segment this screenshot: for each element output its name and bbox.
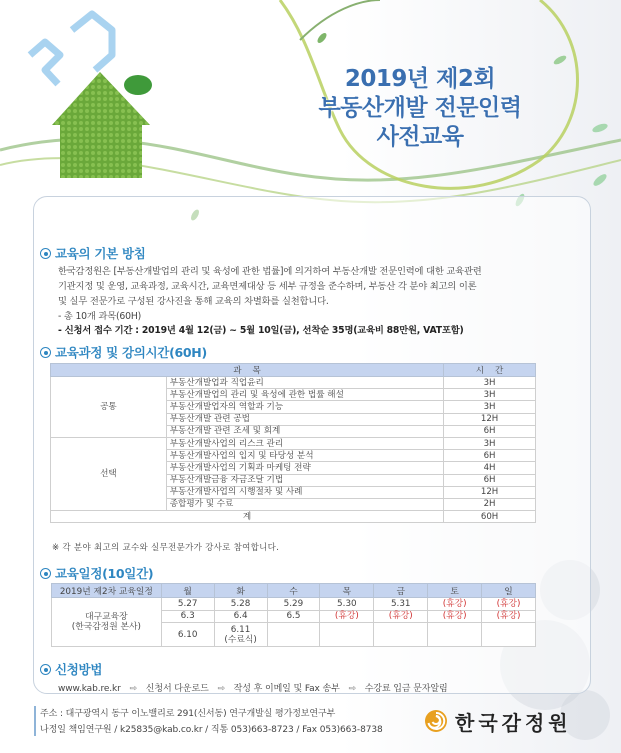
subject-cell: 종합평가 및 수료 xyxy=(166,498,443,510)
date-cell-completion xyxy=(214,623,267,647)
section-title-course xyxy=(40,343,207,361)
subject-cell: 부동산개발사업의 시행절차 및 사례 xyxy=(166,486,443,498)
schedule-row xyxy=(52,598,536,611)
group-label-elective: 선택 xyxy=(51,437,167,510)
day-header-sat: 토 xyxy=(428,584,482,598)
date-cell: 6.10 xyxy=(161,623,214,647)
basic-line-3: 및 실무 전문가로 구성된 강사진을 통해 교육의 차별화를 실천합니다. xyxy=(58,296,329,307)
course-table-header xyxy=(51,364,536,377)
subject-cell: 부동산개발업과 직업윤리 xyxy=(166,377,443,389)
empty-cell xyxy=(374,623,428,647)
title-line-1: 2019년 제2회 xyxy=(344,66,496,92)
target-bullet-icon xyxy=(40,664,51,675)
empty-cell xyxy=(267,623,320,647)
schedule-header-row xyxy=(52,584,536,598)
break-cell: (휴강) xyxy=(428,610,482,623)
website-link[interactable]: www.kab.re.kr xyxy=(58,684,121,694)
total-label: 계 xyxy=(51,511,444,523)
empty-cell xyxy=(320,623,374,647)
subject-cell: 부동산개발업자의 역할과 기능 xyxy=(166,401,443,413)
break-cell: (휴강) xyxy=(482,610,536,623)
basic-application-period: - 신청서 접수 기간 : 2019년 4월 12(금) ~ 5월 10일(금), 선착순 35명(교육비 88만원, VAT포함) xyxy=(58,325,464,336)
group-label-common: 공통 xyxy=(51,377,167,438)
day-header-fri: 금 xyxy=(374,584,428,598)
hours-cell: 4H xyxy=(444,462,536,474)
date-cell: 6.4 xyxy=(214,610,267,623)
step-submit: 작성 후 이메일 및 Fax 송부 xyxy=(233,684,340,694)
hours-cell: 12H xyxy=(444,486,536,498)
total-hours: 60H xyxy=(444,511,536,523)
hours-cell: 6H xyxy=(444,450,536,462)
break-cell: (휴강) xyxy=(374,610,428,623)
day-header-sun: 일 xyxy=(482,584,536,598)
section-title-text: 교육과정 및 강의시간(60H) xyxy=(55,345,207,360)
footer-contact: 나정일 책임연구원 / k25835@kab.co.kr / 직통 053)663-8723 / Fax 053)663-8738 xyxy=(40,725,383,735)
day-header-thu: 목 xyxy=(320,584,374,598)
schedule-corner-label: 2019년 제2차 교육일정 xyxy=(52,584,162,598)
date-cell: 5.27 xyxy=(161,598,214,611)
venue-name: 대구교육장 xyxy=(85,612,128,622)
section-title-schedule xyxy=(40,564,153,582)
hours-cell: 6H xyxy=(444,474,536,486)
footer-accent-bar xyxy=(34,706,36,736)
kab-logo-text: 한국감정원 xyxy=(455,711,572,735)
subject-cell: 부동산개발업의 관리 및 육성에 관한 법률 해설 xyxy=(166,389,443,401)
hours-cell: 12H xyxy=(444,413,536,425)
arrow-right-icon: ⇨ xyxy=(217,684,225,694)
subject-cell: 부동산개발사업의 입지 및 타당성 분석 xyxy=(166,450,443,462)
empty-cell xyxy=(482,623,536,647)
section-title-apply xyxy=(40,660,102,678)
arrow-right-icon: ⇨ xyxy=(129,684,137,694)
step-download: 신청서 다운로드 xyxy=(145,684,209,694)
break-cell: (휴강) xyxy=(320,610,374,623)
instructor-note: ※ 각 분야 최고의 교수와 실무전문가가 강사로 참여합니다. xyxy=(52,543,280,553)
day-header-tue: 화 xyxy=(214,584,267,598)
hours-cell: 3H xyxy=(444,389,536,401)
section-title-basic xyxy=(40,244,146,262)
completion-date: 6.11 xyxy=(230,624,251,635)
table-row xyxy=(51,377,536,389)
date-cell: 6.3 xyxy=(161,610,214,623)
title-line-3: 사전교육 xyxy=(376,124,464,150)
target-bullet-icon xyxy=(40,568,51,579)
section-title-text: 교육의 기본 방침 xyxy=(55,246,146,261)
target-bullet-icon xyxy=(40,347,51,358)
hours-cell: 6H xyxy=(444,425,536,437)
kab-logo-icon xyxy=(424,709,448,733)
subject-cell: 부동산개발 관련 공법 xyxy=(166,413,443,425)
section-title-text: 교육일정(10일간) xyxy=(55,566,154,581)
date-cell: 6.5 xyxy=(267,610,320,623)
arrow-right-icon: ⇨ xyxy=(348,684,356,694)
break-cell: (휴강) xyxy=(428,598,482,611)
title-line-2: 부동산개발 전문인력 xyxy=(318,95,522,121)
column-header-hours: 시 간 xyxy=(444,364,536,377)
empty-cell xyxy=(428,623,482,647)
subject-cell: 부동산개발금융 자금조달 기법 xyxy=(166,474,443,486)
hours-cell: 3H xyxy=(444,377,536,389)
schedule-table xyxy=(51,583,536,647)
date-cell: 5.31 xyxy=(374,598,428,611)
column-header-subject: 과 목 xyxy=(51,364,444,377)
total-row xyxy=(51,511,536,523)
completion-label: (수료식) xyxy=(224,634,257,645)
basic-total-courses: - 총 10개 과목(60H) xyxy=(58,311,142,322)
day-header-wed: 수 xyxy=(267,584,320,598)
venue-detail: (한국감정원 본사) xyxy=(71,622,141,632)
footer-address: 주소 : 대구광역시 동구 이노밸리로 291(신서동) 연구개발실 평가정보연구부 xyxy=(40,709,336,719)
course-table xyxy=(50,363,536,523)
venue-cell xyxy=(52,598,162,647)
date-cell: 5.30 xyxy=(320,598,374,611)
hours-cell: 2H xyxy=(444,498,536,510)
hours-cell: 3H xyxy=(444,401,536,413)
subject-cell: 부동산개발사업의 리스크 관리 xyxy=(166,437,443,449)
date-cell: 5.29 xyxy=(267,598,320,611)
section-title-text: 신청방법 xyxy=(55,662,103,677)
break-cell: (휴강) xyxy=(482,598,536,611)
subject-cell: 부동산개발 관련 조세 및 회계 xyxy=(166,425,443,437)
date-cell: 5.28 xyxy=(214,598,267,611)
hours-cell: 3H xyxy=(444,437,536,449)
subject-cell: 부동산개발사업의 기획과 마케팅 전략 xyxy=(166,462,443,474)
basic-line-1: 한국감정원은 [부동산개발업의 관리 및 육성에 관한 법률]에 의거하여 부동산개발 전문인력에 대한 교육관련 xyxy=(58,266,482,277)
step-payment: 수강료 입금 문자알림 xyxy=(364,684,448,694)
basic-line-2: 기관지정 및 운영, 교육과정, 교육시간, 교육면제대상 등 세부 규정을 준수하며, 부동산 각 분야 최고의 이론 xyxy=(58,281,477,292)
table-row xyxy=(51,437,536,449)
application-steps xyxy=(58,681,448,694)
target-bullet-icon xyxy=(40,248,51,259)
day-header-mon: 월 xyxy=(161,584,214,598)
